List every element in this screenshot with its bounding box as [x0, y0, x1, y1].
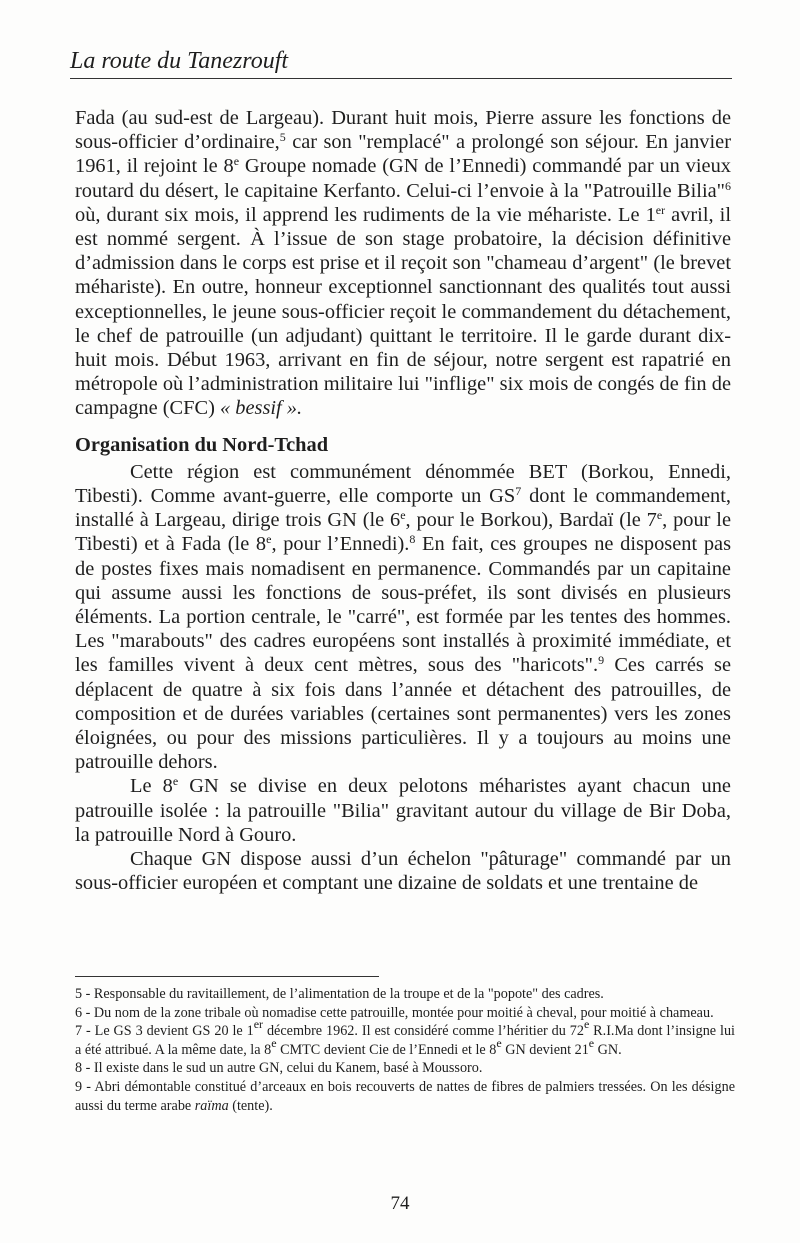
footnote-6: 6 - Du nom de la zone tribale où nomadise cette patrouille, montée pour moitié à cheval, pour moitié à chameau.	[75, 1004, 714, 1021]
footnote-ref-7[interactable]: 7	[515, 484, 522, 499]
footnote-ref-5[interactable]: 5	[279, 130, 286, 145]
paragraph-4: Chaque GN dispose aussi d’un échelon "pâturage" commandé par un sous-officier européen et comptant une dizaine de soldats et une trentaine de	[75, 848, 731, 895]
running-header-title: La route du Tanezrouft	[70, 48, 289, 74]
page-number: 74	[390, 1193, 410, 1214]
footnote-9: 9 - Abri démontable constitué d’arceaux en bois recouverts de nattes de fibres de palmiers tressées. On les désigne aussi du terme arabe raïma (tente).	[75, 1078, 735, 1114]
footnote-8: 8 - Il existe dans le sud un autre GN, celui du Kanem, basé à Moussoro.	[75, 1060, 483, 1077]
paragraph-2: Cette région est communément dénommée BET (Borkou, Ennedi, Tibesti). Comme avant-guerre, elle comporte un $GS^7$ dont le commandement, installé à Largeau, dirige trois GN (le 6e, pour le Borkou), Bardaï (le 7e, pour le Tibesti) et à Fada (le 8e, pour l’Ennedi).$^8$ En fait, ces groupes ne disposent pas de postes fixes mais nomadisent en permanence. Commandés par un capitaine qui assume aussi les fonctions de sous-préfet, ils sont divisés en plusieurs éléments. La portion centrale, le "carré", est formée par les tentes des hommes. Les "marabouts" des cadres européens sont installés à proximité immédiate, et les familles vivent à deux cent mètres, sous des "haricots".$^9$ Ces carrés se déplacent de quatre à six fois dans l’année et détachent des patrouilles, de composition et de durées variables (certaines sont permanentes) vers les zones éloignées, ou pour des missions particulières. Il y a toujours au moins une patrouille dehors.	[75, 460, 732, 774]
footnote-ref-6[interactable]: 6	[725, 178, 731, 193]
main-text	[75, 106, 731, 896]
running-header	[70, 46, 732, 79]
footnote-separator	[75, 976, 379, 977]
footnote-ref-8[interactable]: 8	[409, 532, 416, 547]
section-heading: Organisation du Nord-Tchad	[75, 433, 329, 456]
paragraph-3: Le 8e GN se divise en deux pelotons méharistes ayant chacun une patrouille isolée : la patrouille "Bilia" gravitant autour du village de Bir Doba, la patrouille Nord à Gouro.	[75, 774, 731, 846]
footnote-7: 7 - Le GS 3 devient GS 20 le 1er décembre 1962. Il est considéré comme l’héritier du 72e R.I.Ma dont l’insigne lui a été attribué. A la même date, la 8e CMTC devient Cie de l’Ennedi et le 8e GN devient 21e GN.	[75, 1017, 735, 1058]
footnote-ref-9[interactable]: 9	[598, 653, 605, 668]
footnotes	[75, 985, 735, 1115]
paragraph-1: Fada (au sud-est de Largeau). Durant huit mois, Pierre assure les fonctions de sous-officier d’ordinaire,$^5$ car son "remplacé" a prolongé son séjour. En janvier 1961, il rejoint le 8e Groupe nomade (GN de l’Ennedi) commandé par un vieux routard du désert, le capitaine Kerfanto. Celui-ci l’envoie à la "Patrouille Bilia"$^6$ où, durant six mois, il apprend les rudiments de la vie méhariste. Le 1er avril, il est nommé sergent. À l’issue de son stage probatoire, la décision définitive d’admission dans le corps est prise et il reçoit son "chameau d’argent" (le brevet méhariste). En outre, honneur exceptionnel sanctionnant des qualités tout aussi exceptionnelles, le jeune sous-officier reçoit le commandement du détachement, le chef de patrouille (un adjudant) quittant le territoire. Il le garde durant dix-huit mois. Début 1963, arrivant en fin de séjour, notre sergent est rapatrié en métropole où l’administration militaire lui "inflige" six mois de congés de fin de campagne (CFC) « bessif ».	[75, 107, 731, 420]
footnote-5: 5 - Responsable du ravitaillement, de l’alimentation de la troupe et de la "popote" des cadres.	[75, 986, 604, 1002]
